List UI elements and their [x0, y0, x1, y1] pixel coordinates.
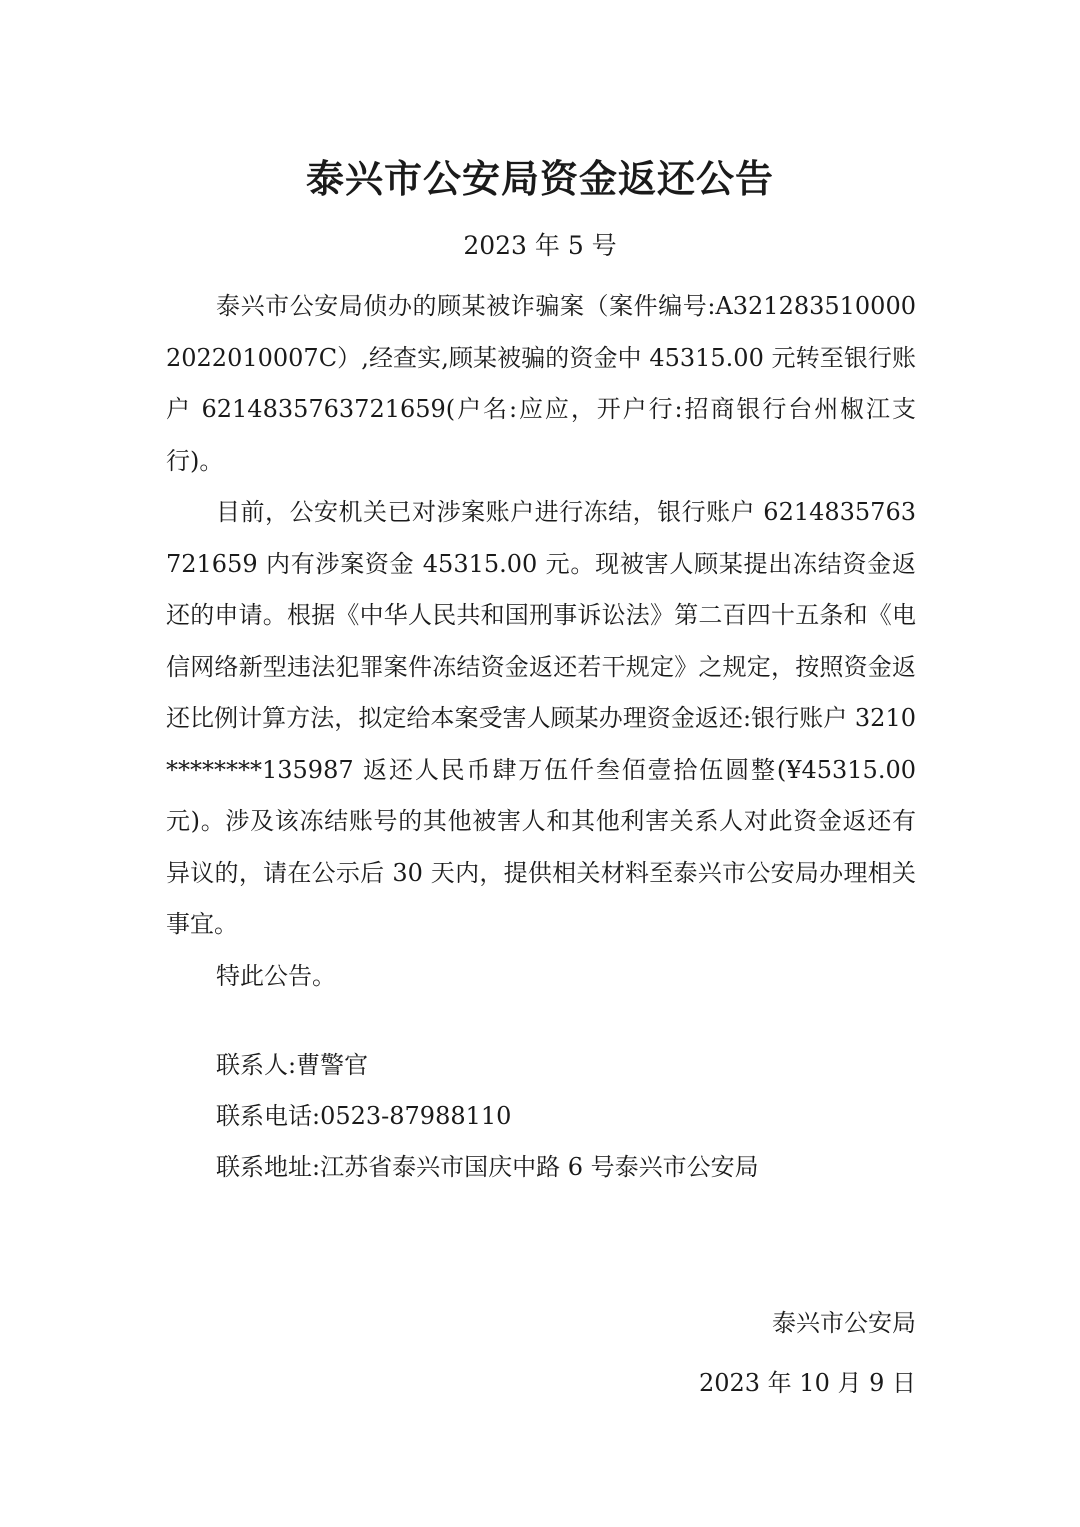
contact-address: 联系地址:江苏省泰兴市国庆中路 6 号泰兴市公安局 [216, 1153, 759, 1181]
contact-phone: 联系电话:0523-87988110 [216, 1102, 512, 1130]
document-number: 2023 年 5 号 [463, 231, 617, 260]
signature-block [516, 1293, 916, 1413]
issue-date: 2023 年 10 月 9 日 [698, 1369, 916, 1397]
document-title: 泰兴市公安局资金返还公告 [305, 157, 774, 201]
paragraph-refund-details: 目前，公安机关已对涉案账户进行冻结，银行账户 6214835763721659 内有涉案资金 45315.00 元。现被害人顾某提出冻结资金返还的申请。根据《中华人民共和国刑事诉讼法》第二百四十五条和《电信网络新型违法犯罪案件冻结资金返还若干规定》之规定，按照资金返还比例计算方法，拟定给本案受害人顾某办理资金返还:银行账户 3210********135987 返还人民币肆万伍仟叁佰壹拾伍圆整(¥45315.00 元)。涉及该冻结账号的其他被害人和其他利害关系人对此资金返还有异议的，请在公示后 30 天内，提供相关材料至泰兴市公安局办理相关事宜。 [166, 498, 916, 938]
contact-person: 联系人:曹警官 [216, 1051, 369, 1079]
contact-info [216, 1040, 916, 1193]
paragraph-case-description: 泰兴市公安局侦办的顾某被诈骗案（案件编号:A3212835100002022010007C）,经查实,顾某被骗的资金中 45315.00 元转至银行账户 6214835763721659(户名:应应，开户行:招商银行台州椒江支行)。 [166, 292, 916, 475]
issuer-name: 泰兴市公安局 [772, 1309, 916, 1337]
document-body [166, 281, 916, 1002]
paragraph-closing: 特此公告。 [216, 961, 336, 990]
